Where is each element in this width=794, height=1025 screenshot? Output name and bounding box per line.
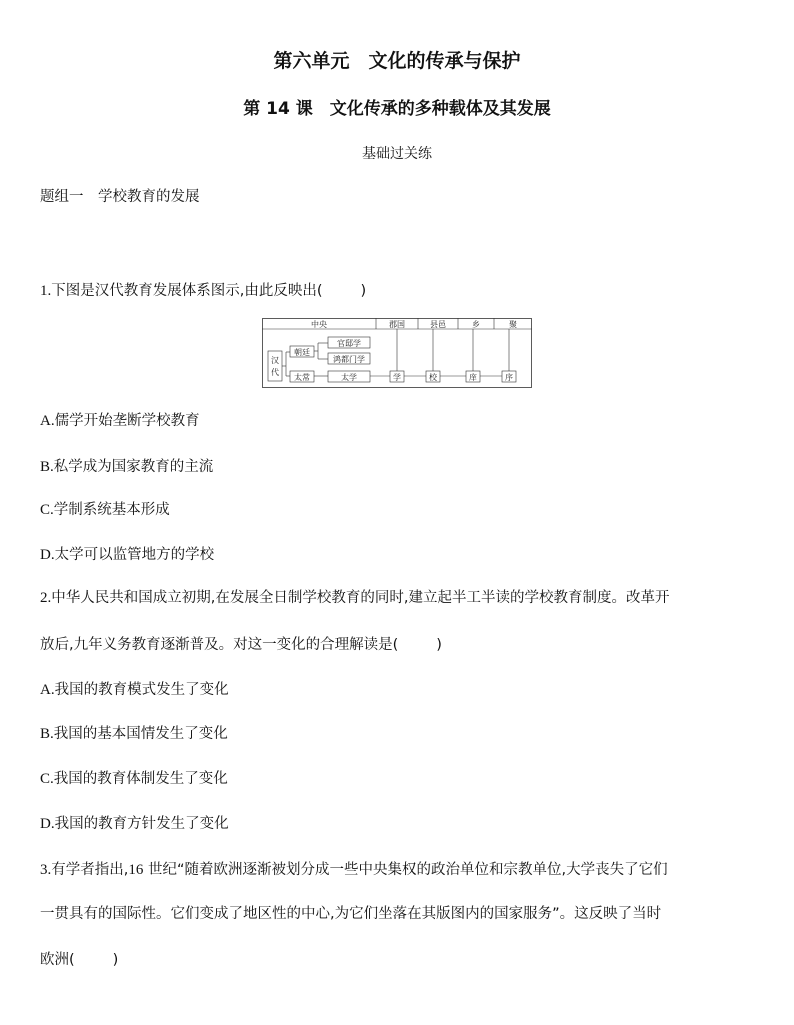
section-title: 基础过关练 bbox=[362, 146, 432, 162]
q1-option-c[interactable]: C.学制系统基本形成 bbox=[40, 502, 170, 518]
question-number: 1. bbox=[40, 283, 52, 299]
xiang-school-label: 庠 bbox=[469, 373, 477, 382]
taixue-label: 太学 bbox=[341, 373, 357, 382]
question-text: 世纪“随着欧洲逐渐被划分成一些中央集权的政治单位和宗教单位,大学丧失了它们 bbox=[143, 862, 668, 878]
question-3-stem-line-2 bbox=[40, 902, 661, 923]
q2-option-b[interactable]: B.我国的基本国情发生了变化 bbox=[40, 726, 228, 742]
question-1-stem bbox=[40, 279, 366, 300]
col-xiang: 乡 bbox=[472, 320, 480, 329]
answer-paren-close: ) bbox=[112, 952, 119, 968]
q1-option-a[interactable]: A.儒学开始垄断学校教育 bbox=[40, 413, 200, 429]
guandu-label: 官邸学 bbox=[337, 339, 361, 348]
question-text: 中华人民共和国成立初期,在发展全日制学校教育的同时,建立起半工半读的学校教育制度。改革开 bbox=[51, 590, 670, 606]
answer-paren-close: ) bbox=[436, 637, 442, 653]
question-text: 欧洲( bbox=[40, 952, 75, 968]
taichang-label: 太常 bbox=[294, 373, 310, 382]
hongdu-label: 鸿都门学 bbox=[333, 355, 365, 364]
question-text: 有学者指出, bbox=[51, 862, 129, 878]
xue-label: 学 bbox=[393, 373, 401, 382]
question-number: 2. bbox=[40, 590, 52, 606]
question-group-title: 题组一 学校教育的发展 bbox=[40, 189, 200, 205]
question-text: 一贯具有的国际性。它们变成了地区性的中心,为它们坐落在其版图内的国家服务”。这反映了当时 bbox=[40, 906, 662, 922]
xiao-label: 校 bbox=[429, 373, 437, 382]
han-education-diagram bbox=[262, 318, 532, 388]
question-2-stem-line-2 bbox=[40, 633, 442, 654]
q2-option-a[interactable]: A.我国的教育模式发生了变化 bbox=[40, 682, 229, 698]
q2-option-d[interactable]: D.我国的教育方针发生了变化 bbox=[40, 816, 229, 832]
xu-label: 序 bbox=[505, 373, 513, 382]
century-number: 16 bbox=[128, 862, 144, 878]
q1-option-d[interactable]: D.太学可以监管地方的学校 bbox=[40, 547, 215, 563]
han-char-2: 代 bbox=[271, 368, 279, 377]
q1-option-b[interactable]: B.私学成为国家教育的主流 bbox=[40, 459, 214, 475]
col-xianyi: 县邑 bbox=[430, 320, 446, 329]
unit-title: 第六单元 文化的传承与保护 bbox=[273, 50, 521, 72]
question-2-stem-line-1 bbox=[40, 586, 669, 607]
q2-option-c[interactable]: C.我国的教育体制发生了变化 bbox=[40, 771, 228, 787]
han-char-1: 汉 bbox=[271, 356, 279, 365]
question-number: 3. bbox=[40, 862, 52, 878]
answer-paren-close: ) bbox=[360, 283, 367, 299]
col-central: 中央 bbox=[311, 320, 327, 329]
question-3-stem-line-3 bbox=[40, 948, 118, 969]
question-3-stem-line-1 bbox=[40, 858, 668, 879]
col-ju: 聚 bbox=[509, 320, 517, 329]
question-text: 下图是汉代教育发展体系图示,由此反映出( bbox=[51, 283, 323, 299]
col-junguo: 郡国 bbox=[389, 320, 405, 329]
question-text: 放后,九年义务教育逐渐普及。对这一变化的合理解读是( bbox=[40, 637, 399, 653]
chaoting-label: 朝廷 bbox=[294, 348, 310, 357]
lesson-title: 第 14 课 文化传承的多种载体及其发展 bbox=[243, 99, 551, 119]
